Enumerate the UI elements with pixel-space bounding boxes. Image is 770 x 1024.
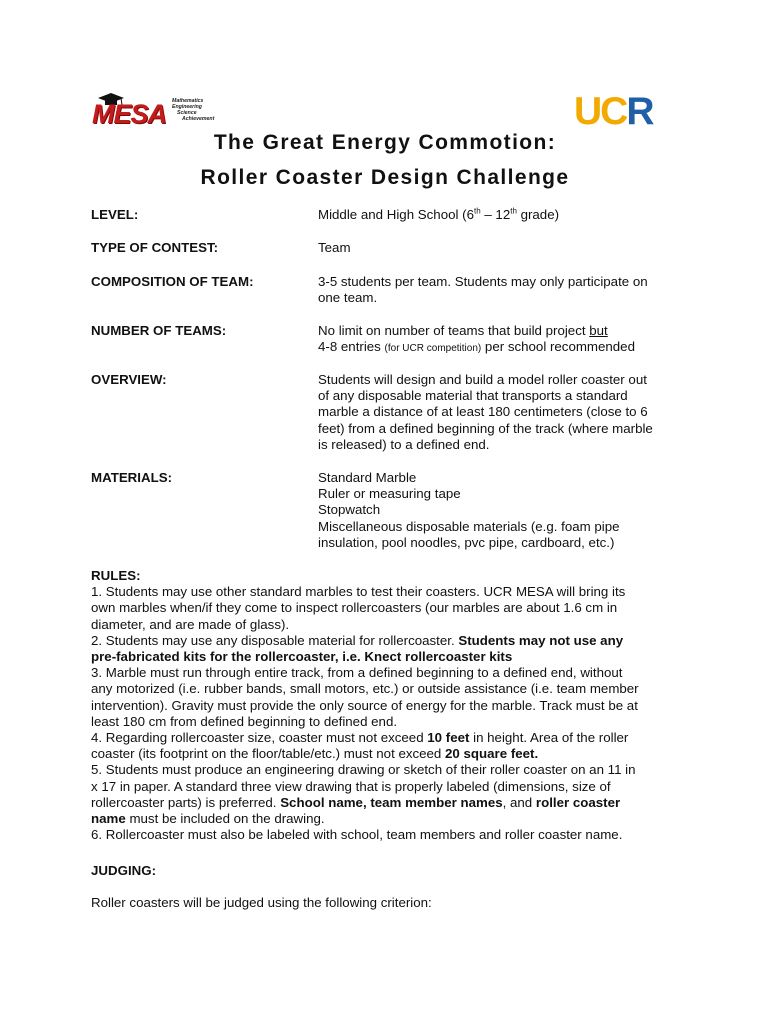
- value-text: No limit on number of teams that build project: [318, 323, 590, 338]
- rule-text: rollercoaster parts) is preferred.: [91, 794, 281, 810]
- ucr-logo-uc: UC: [574, 90, 627, 133]
- page-title: The Great Energy Commotion:: [213, 131, 557, 154]
- rule-emphasis: School name, team member names: [280, 794, 503, 810]
- rule-emphasis: Students may not use any: [458, 632, 624, 648]
- value-line: Stopwatch: [318, 502, 381, 518]
- field-label: MATERIALS:: [91, 470, 173, 485]
- field-label: COMPOSITION OF TEAM:: [91, 274, 254, 289]
- rule-line: [91, 730, 671, 746]
- rule-line: 3. Marble must run through entire track, from a defined beginning to a defined end, without: [91, 665, 623, 681]
- value-text: 4-8 entries: [318, 339, 385, 355]
- mesa-tagline-line: Achievement: [182, 116, 215, 122]
- mesa-tagline-line: Science: [177, 110, 197, 116]
- rule-text: in height. Area of the roller: [469, 730, 629, 746]
- field-value: [318, 207, 678, 223]
- field-label: OVERVIEW:: [91, 372, 167, 387]
- rule-line: any motorized (i.e. rubber bands, small motors, etc.) or outside assistance (i.e. team member: [91, 681, 639, 697]
- value-line: marble a distance of at least 180 centimeters (close to 6: [318, 404, 648, 420]
- field-value: [318, 372, 678, 453]
- rule-line: 6. Rollercoaster must also be labeled with school, team members and roller coaster name.: [91, 827, 623, 843]
- ucr-logo-r: R: [626, 90, 653, 133]
- mesa-tagline-line: Engineering: [172, 104, 202, 110]
- rule-emphasis: pre-fabricated kits for the rollercoaster, i.e. Knect rollercoaster kits: [91, 649, 513, 665]
- value-line: of any disposable material that transports a standard: [318, 388, 628, 404]
- rule-line: 1. Students may use other standard marbles to test their coasters. UCR MESA will bring its: [91, 584, 626, 600]
- value-line: 3-5 students per team. Students may only participate on: [318, 274, 648, 289]
- rule-text: 2. Students may use any disposable material for rollercoaster.: [91, 632, 459, 648]
- value-line: [318, 339, 678, 357]
- field-value: [318, 274, 678, 306]
- field-label: LEVEL:: [91, 207, 139, 222]
- rule-line: [91, 795, 671, 811]
- rule-text: 4. Regarding rollercoaster size, coaster must not exceed: [91, 730, 428, 746]
- level-text: – 12: [480, 207, 511, 222]
- value-line: insulation, pool noodles, pvc pipe, cardboard, etc.): [318, 534, 615, 550]
- section-heading: JUDGING:: [91, 863, 157, 878]
- rules-section: [91, 568, 671, 843]
- rule-line: [91, 633, 671, 649]
- judging-section: [91, 863, 671, 879]
- rule-text: must be included on the drawing.: [125, 811, 325, 827]
- section-heading: RULES:: [91, 568, 141, 583]
- rule-emphasis: 10 feet: [427, 730, 470, 746]
- value-line: Miscellaneous disposable materials (e.g. foam pipe: [318, 518, 620, 534]
- rule-line: 5. Students must produce an engineering drawing or sketch of their roller coaster on an 11 in: [91, 762, 636, 778]
- field-label: TYPE OF CONTEST:: [91, 240, 219, 255]
- value-line: Standard Marble: [318, 470, 417, 485]
- field-value: [318, 323, 678, 357]
- underlined-text: but: [589, 323, 608, 338]
- mesa-tagline: [172, 98, 227, 122]
- rule-line: [91, 811, 671, 827]
- field-value: [318, 470, 678, 551]
- value-text: per school recommended: [481, 339, 635, 355]
- small-note: (for UCR competition): [384, 343, 482, 355]
- value-line: one team.: [318, 290, 378, 306]
- value-line: feet) from a defined beginning of the track (where marble: [318, 420, 653, 436]
- value-line: Ruler or measuring tape: [318, 486, 461, 502]
- mesa-logo: [92, 92, 227, 128]
- rule-line: [91, 746, 671, 762]
- rule-line: own marbles when/if they come to inspect rollercoasters (our marbles are about 1.6 cm in: [91, 600, 618, 616]
- mesa-tagline-line: Mathematics: [172, 98, 204, 104]
- superscript: th: [510, 206, 517, 216]
- page-subtitle: Roller Coaster Design Challenge: [200, 166, 570, 189]
- rule-emphasis: roller coaster: [535, 794, 621, 810]
- rule-text: , and: [502, 794, 536, 810]
- field-value: Team: [318, 240, 351, 255]
- level-text: grade): [516, 207, 560, 222]
- superscript: th: [473, 206, 481, 216]
- value-line: [318, 323, 678, 339]
- rule-emphasis: name: [91, 811, 126, 827]
- rule-line: x 17 in paper. A standard three view drawing that is properly labeled (dimensions, size of: [91, 778, 611, 794]
- mesa-wordmark: MESA: [92, 99, 167, 129]
- rule-line: diameter, and are made of glass).: [91, 616, 290, 632]
- rule-line: least 180 cm from defined beginning to defined end.: [91, 713, 398, 729]
- rule-emphasis: 20 square feet.: [445, 746, 539, 762]
- rule-text: coaster (its footprint on the floor/table/etc.) must not exceed: [91, 746, 446, 762]
- rule-line: intervention). Gravity must provide the only source of energy for the marble. Track must be at: [91, 697, 638, 713]
- value-line: is released) to a defined end.: [318, 436, 490, 452]
- field-label: NUMBER OF TEAMS:: [91, 323, 227, 338]
- value-line: Students will design and build a model roller coaster out: [318, 372, 647, 387]
- ucr-logo: [574, 92, 653, 132]
- level-text: Middle and High School (6: [318, 207, 474, 222]
- judging-text: Roller coasters will be judged using the following criterion:: [91, 895, 432, 910]
